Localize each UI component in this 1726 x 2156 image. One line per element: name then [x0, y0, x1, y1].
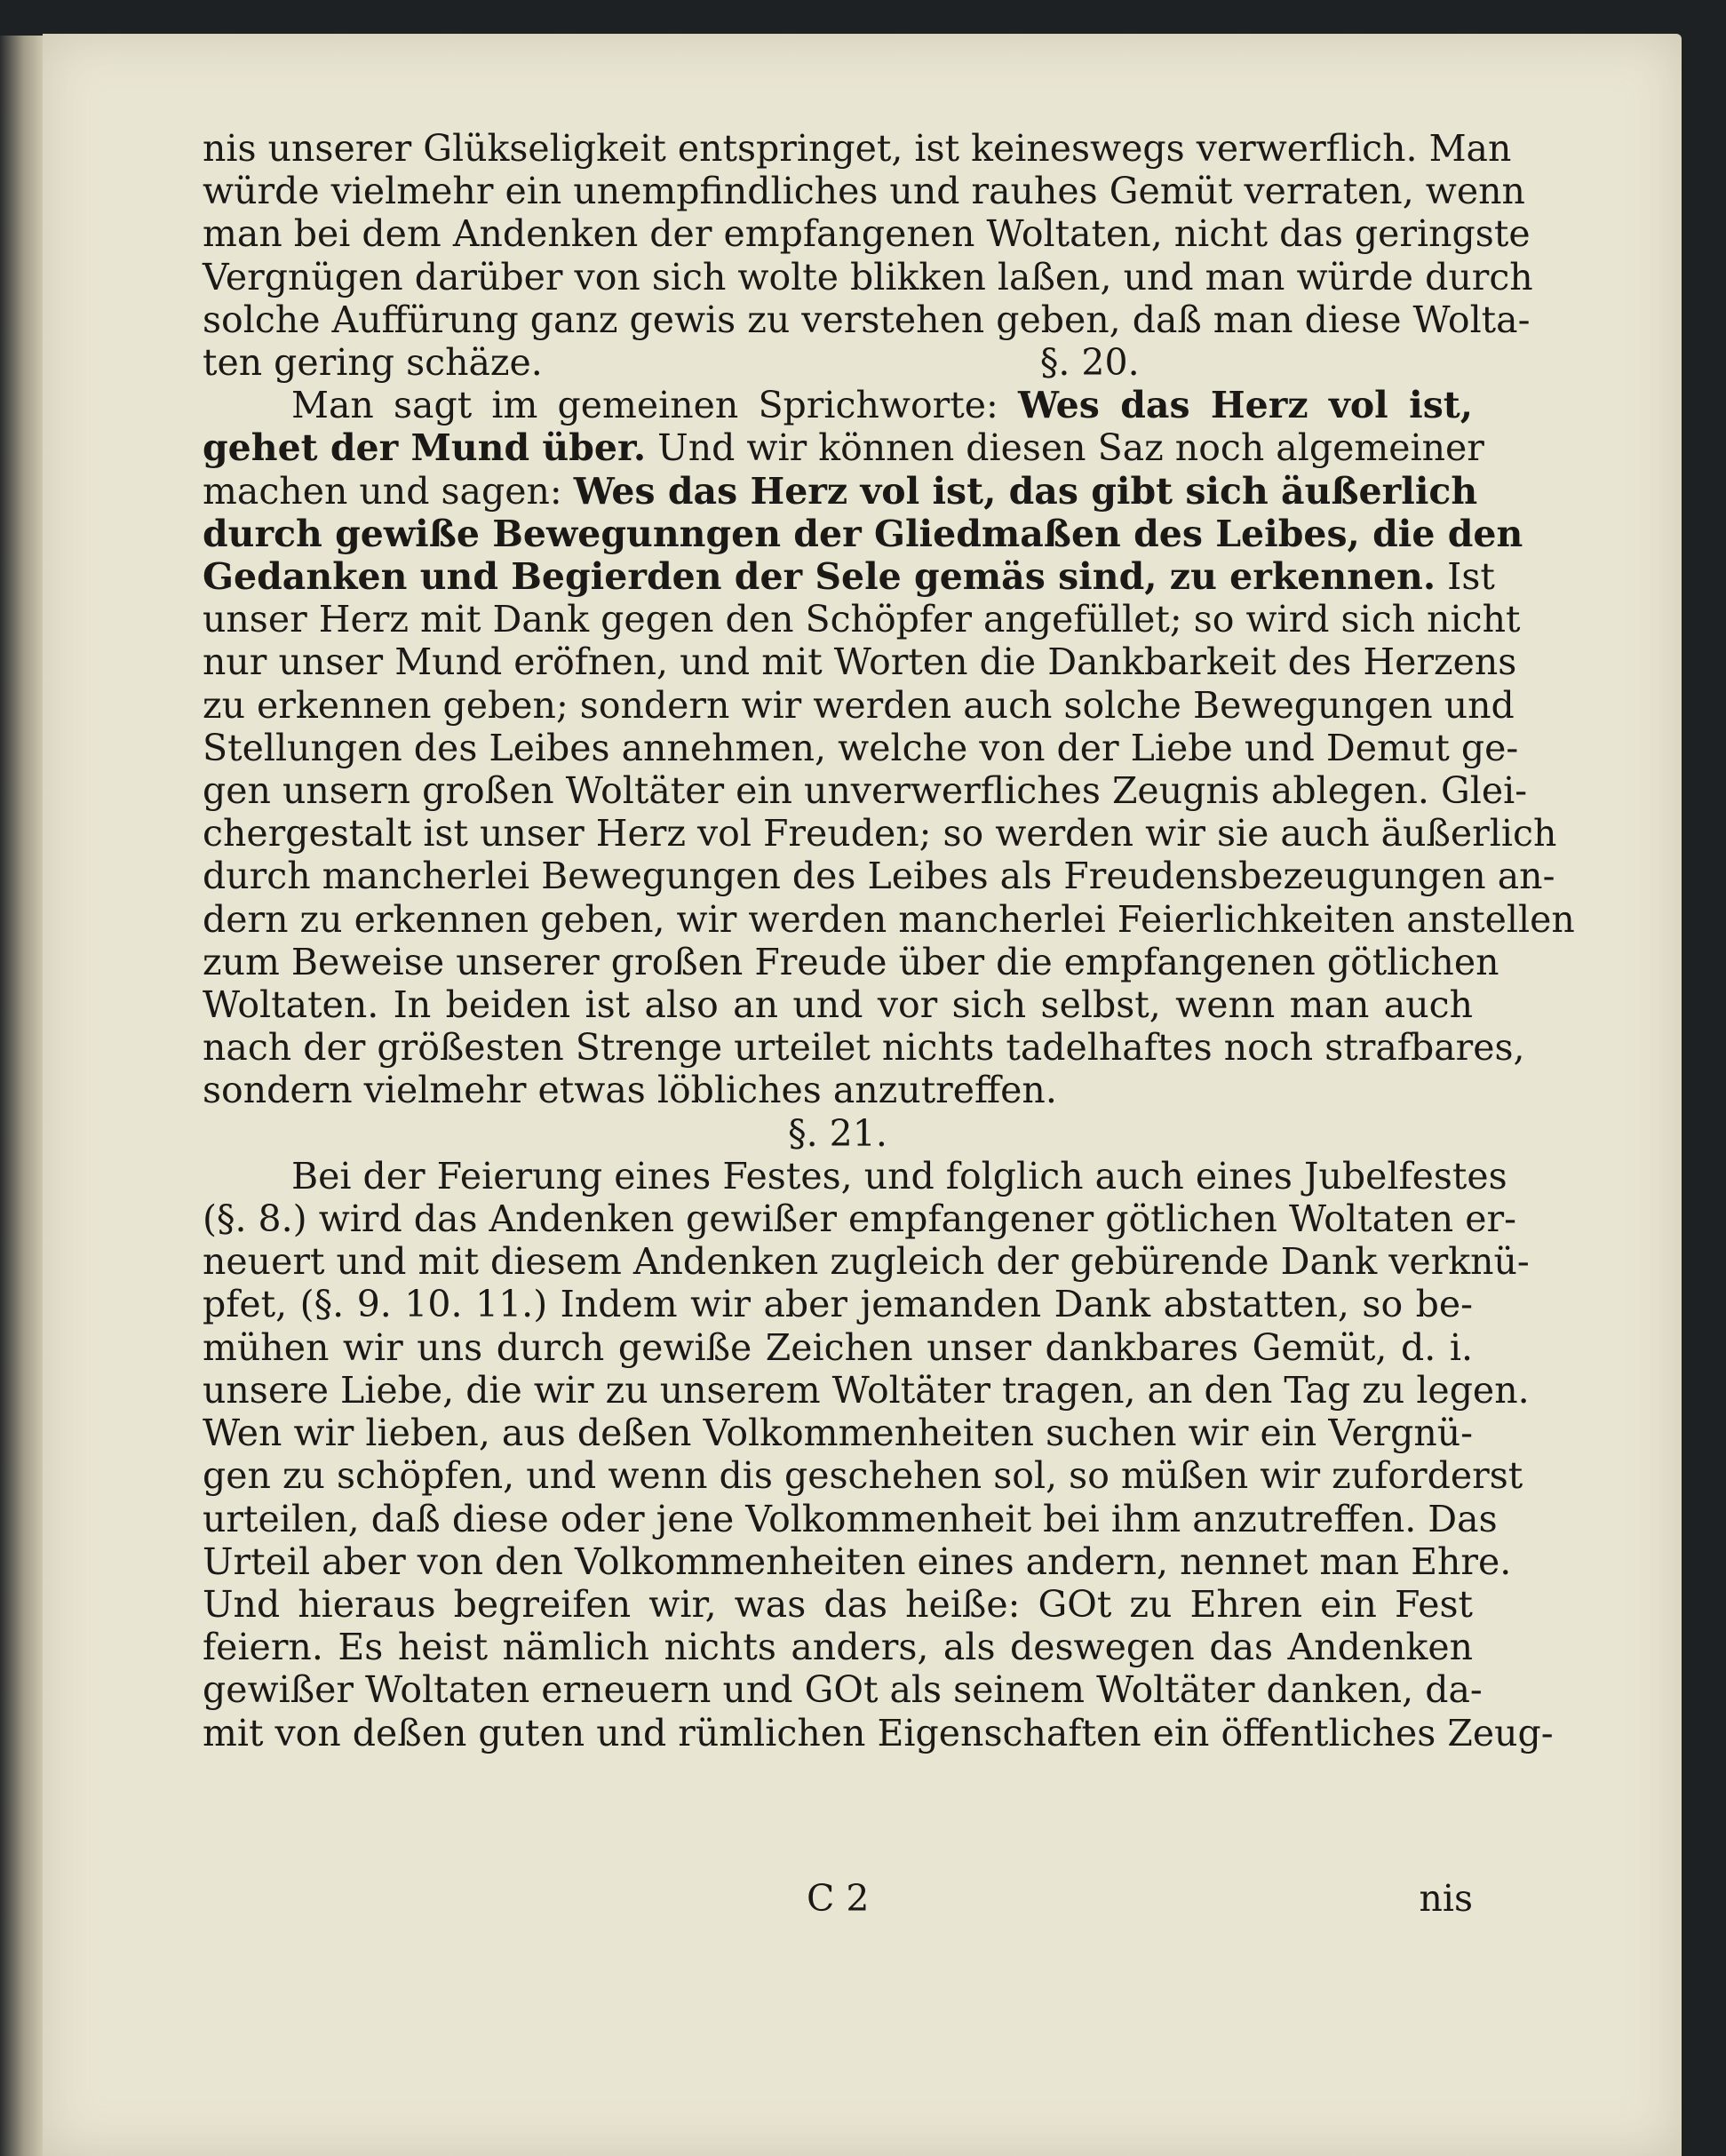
signature-mark: C 2: [807, 1877, 870, 1920]
text-line: Wen wir lieben, aus deßen Volkommenheiten suchen wir ein Vergnü-: [203, 1412, 1473, 1455]
text-line: neuert und mit diesem Andenken zugleich der gebürende Dank verknü-: [203, 1240, 1530, 1284]
text-line: mit von deßen guten und rümlichen Eigenschaften ein öffentliches Zeug-: [203, 1711, 1554, 1754]
text-line: mühen wir uns durch gewiße Zeichen unser dankbares Gemüt, d. i.: [203, 1325, 1473, 1369]
text-line: Woltaten. In beiden ist also an und vor sich selbst, wenn man auch: [203, 983, 1473, 1027]
text-segment: Ist: [1436, 555, 1495, 599]
text-line: dern zu erkennen geben, wir werden mancherlei Feierlichkeiten anstellen: [203, 897, 1575, 941]
principle-emphasis: Wes das Herz vol ist, das gibt sich äußerlich: [573, 469, 1478, 513]
text-line: (§. 8.) wird das Andenken gewißer empfangener götlichen Woltaten er-: [203, 1197, 1516, 1241]
text-segment: ten gering schäze.: [203, 341, 543, 385]
text-line: Bei der Feierung eines Festes, und folglich auch eines Jubelfestes: [291, 1154, 1507, 1197]
text-line: [203, 469, 1478, 513]
text-line-with-section: [203, 341, 1473, 384]
text-line: Stellungen des Leibes annehmen, welche von der Liebe und Demut ge-: [203, 726, 1519, 769]
text-line: nis unserer Glükseligkeit entspringet, ist keineswegs verwerflich. Man: [203, 127, 1512, 170]
text-line: chergestalt ist unser Herz vol Freuden; so werden wir sie auch äußerlich: [203, 812, 1557, 855]
left-page-edge: [0, 36, 43, 2156]
text-segment: Man sagt im gemeinen Sprichworte:: [291, 384, 1018, 427]
page-footer: [203, 1877, 1473, 1920]
text-line: pfet, (§. 9. 10. 11.) Indem wir aber jemanden Dank abstatten, so be-: [203, 1283, 1473, 1326]
text-line: gen zu schöpfen, und wenn dis geschehen sol, so müßen wir zuforderst: [203, 1454, 1523, 1498]
text-line: würde vielmehr ein unempfindliches und rauhes Gemüt verraten, wenn: [203, 170, 1525, 213]
text-line: gewißer Woltaten erneuern und GOt als seinem Woltäter danken, da-: [203, 1668, 1483, 1712]
section-heading-20: §. 20.: [1039, 341, 1140, 385]
text-line: solche Auffürung ganz gewis zu verstehen geben, daß man diese Wolta-: [203, 298, 1531, 341]
section-heading-21: §. 21.: [788, 1111, 887, 1155]
proverb-emphasis: gehet der Mund über.: [203, 426, 647, 470]
text-line: [203, 426, 1484, 470]
principle-emphasis: Gedanken und Begierden der Sele gemäs sind, zu erkennen.: [203, 555, 1436, 599]
book-page: [43, 34, 1682, 2156]
text-line: nach der größesten Strenge urteilet nichts tadelhaftes noch strafbares,: [203, 1026, 1525, 1070]
text-segment: machen und sagen:: [203, 469, 574, 513]
text-line: [203, 555, 1495, 599]
text-line: Urteil aber von den Volkommenheiten eines andern, nennet man Ehre.: [203, 1539, 1512, 1583]
text-line: gen unsern großen Woltäter ein unverwerfliches Zeugnis ablegen. Glei-: [203, 769, 1528, 813]
text-line: Und hieraus begreifen wir, was das heiße: GOt zu Ehren ein Fest: [203, 1582, 1473, 1626]
text-line: unsere Liebe, die wir zu unserem Woltäter tragen, an den Tag zu legen.: [203, 1368, 1530, 1412]
text-line: Vergnügen darüber von sich wolte blikken laßen, und man würde durch: [203, 255, 1533, 298]
text-line: durch gewiße Bewegunngen der Gliedmaßen des Leibes, die den: [203, 512, 1523, 555]
text-line: nur unser Mund eröfnen, und mit Worten die Dankbarkeit des Herzens: [203, 640, 1517, 684]
page-text: [203, 127, 1575, 1754]
text-line: unser Herz mit Dank gegen den Schöpfer angefüllet; so wird sich nicht: [203, 598, 1521, 641]
proverb-emphasis: Wes das Herz vol ist,: [1017, 384, 1474, 427]
text-line: urteilen, daß diese oder jene Volkommenheit bei ihm anzutreffen. Das: [203, 1497, 1498, 1540]
text-line: man bei dem Andenken der empfangenen Woltaten, nicht das geringste: [203, 212, 1531, 256]
text-line: zum Beweise unserer großen Freude über die empfangenen götlichen: [203, 940, 1499, 983]
catchword: nis: [1419, 1877, 1473, 1920]
text-line: zu erkennen geben; sondern wir werden auch solche Bewegungen und: [203, 683, 1515, 727]
text-line: sondern vielmehr etwas löbliches anzutreffen.: [203, 1069, 1057, 1112]
text-segment: Und wir können diesen Saz noch algemeiner: [646, 426, 1484, 470]
text-line: durch mancherlei Bewegungen des Leibes als Freudensbezeugungen an-: [203, 855, 1555, 898]
text-line: feiern. Es heist nämlich nichts anders, als deswegen das Andenken: [203, 1626, 1473, 1669]
text-line: [203, 384, 1473, 426]
